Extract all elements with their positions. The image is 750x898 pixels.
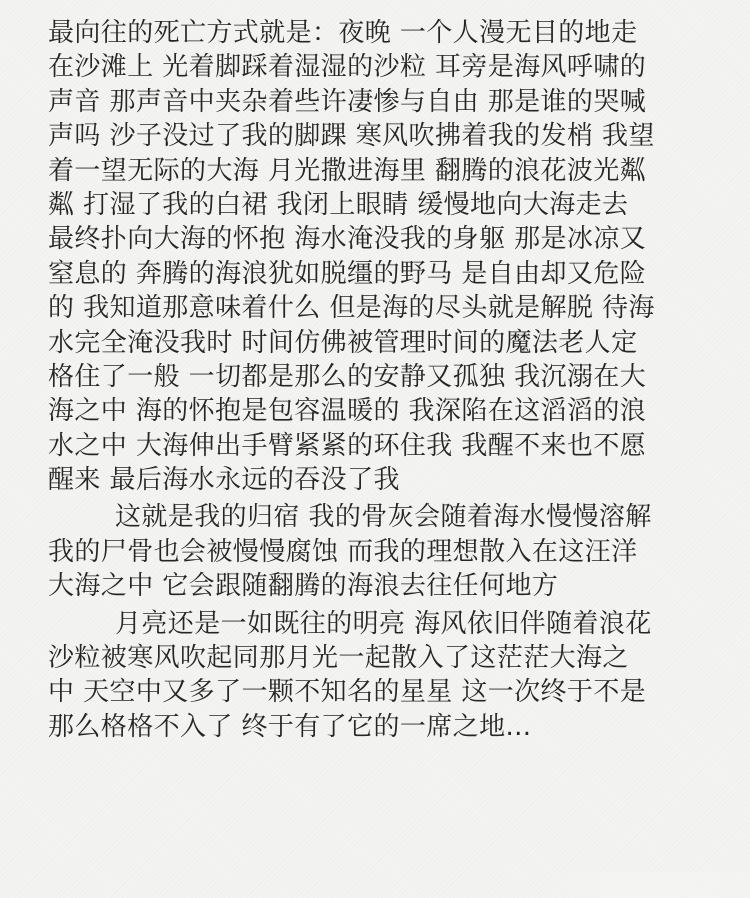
- text-line: 声吗 沙子没过了我的脚踝 寒风吹拂着我的发梢 我望: [48, 121, 655, 152]
- paragraph-3: [48, 607, 708, 745]
- text-line: 我的尸骨也会被慢慢腐蚀 而我的理想散入在这汪洋: [48, 536, 638, 567]
- text-line: 海之中 海的怀抱是包容温暖的 我深陷在这滔滔的浪: [48, 396, 647, 427]
- text-line: 粼 打湿了我的白裙 我闭上眼睛 缓慢地向大海走去: [48, 189, 629, 220]
- text-document: [48, 16, 708, 744]
- text-line: 声音 那声音中夹杂着些许凄惨与自由 那是谁的哭喊: [48, 86, 647, 117]
- text-line: 最终扑向大海的怀抱 海水淹没我的身躯 那是冰凉又: [48, 224, 647, 255]
- text-line: 中 天空中又多了一颗不知名的星星 这一次终于不是: [48, 677, 647, 708]
- text-line: 在沙滩上 光着脚踩着湿湿的沙粒 耳旁是海风呼啸的: [48, 52, 647, 83]
- text-line: 沙粒被寒风吹起同那月光一起散入了这茫茫大海之: [48, 643, 629, 674]
- text-line: 大海之中 它会跟随翻腾的海浪去往任何地方: [48, 571, 559, 602]
- text-line: 月亮还是一如既往的明亮 海风依旧伴随着浪花: [115, 608, 652, 639]
- text-line: 窒息的 奔腾的海浪犹如脱缰的野马 是自由却又危险: [48, 258, 647, 289]
- text-line: 水之中 大海伸出手臂紧紧的环住我 我醒不来也不愿: [48, 430, 647, 461]
- text-line: 那么格格不入了 终于有了它的一席之地...: [48, 711, 532, 742]
- bottom-right-fade: [556, 872, 750, 898]
- text-line: 着一望无际的大海 月光撒进海里 翻腾的浪花波光粼: [48, 155, 647, 186]
- text-line: 最向往的死亡方式就是：夜晚 一个人漫无目的地走: [48, 18, 638, 48]
- text-line: 水完全淹没我时 时间仿佛被管理时间的魔法老人定: [48, 327, 638, 358]
- text-line: 这就是我的归宿 我的骨灰会随着海水慢慢溶解: [115, 502, 652, 533]
- text-line: 格住了一般 一切都是那么的安静又孤独 我沉溺在大: [48, 361, 647, 392]
- text-line: 的 我知道那意味着什么 但是海的尽头就是解脱 待海: [48, 293, 655, 324]
- text-line: 醒来 最后海水永远的吞没了我: [48, 465, 400, 496]
- paragraph-1: [48, 16, 708, 497]
- paragraph-2: [48, 500, 708, 603]
